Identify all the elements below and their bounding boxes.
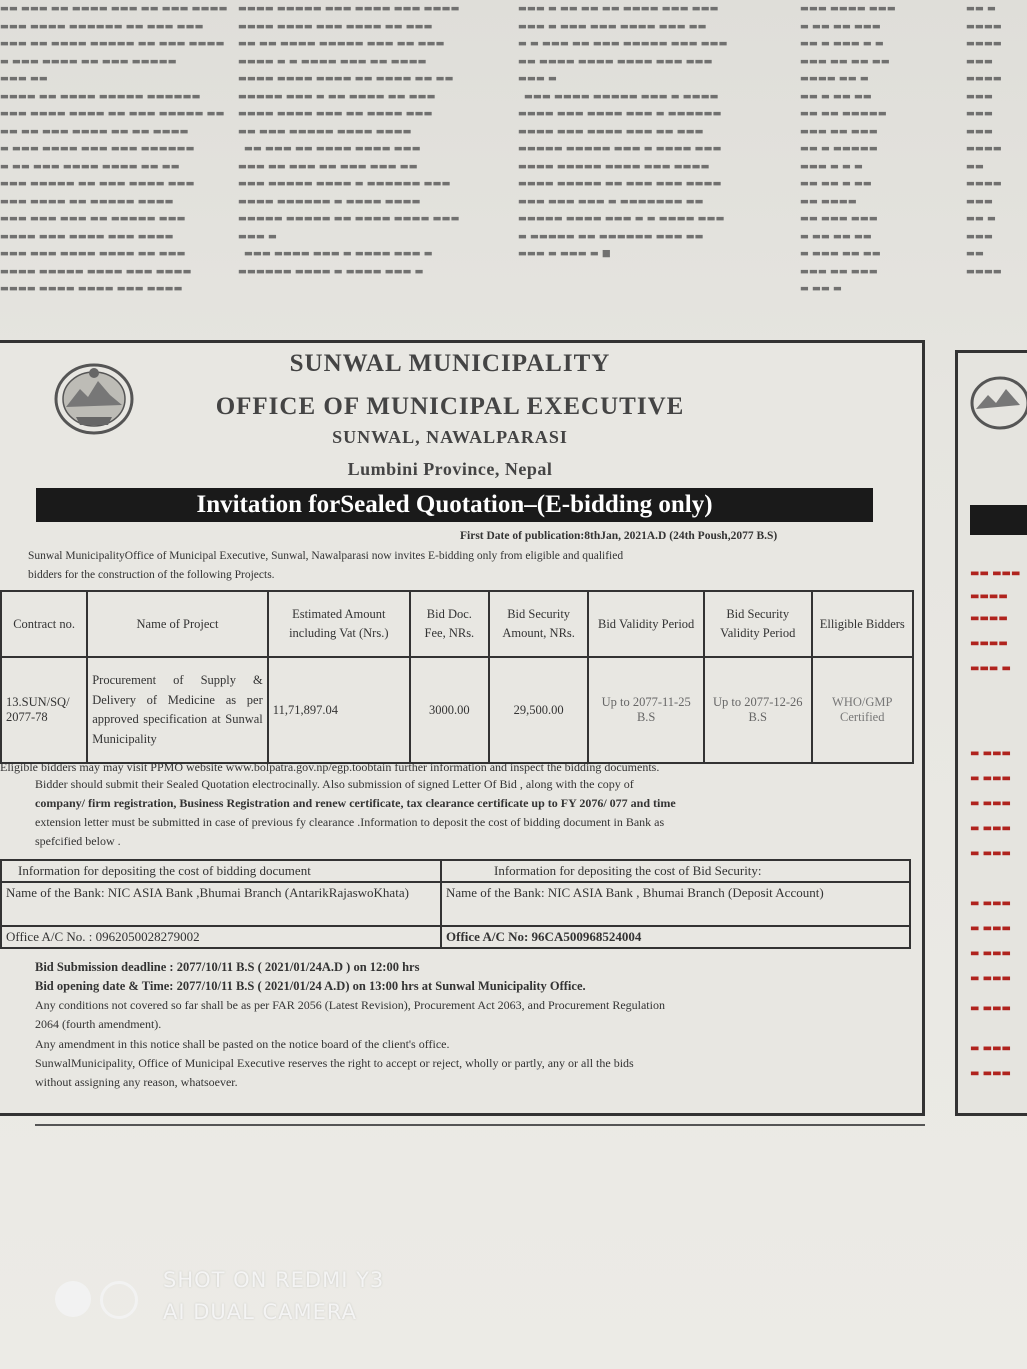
office-name: OFFICE OF MUNICIPAL EXECUTIVE (215, 393, 685, 420)
intro-line-1: Sunwal MunicipalityOffice of Municipal Executive, Sunwal, Nawalparasi now invites E-bidding only from eligible and qualified (28, 550, 624, 562)
deposit-right-account: Office A/C No: 96CA500968524004 (441, 926, 910, 948)
adjacent-text: ▬ ▬▬▬ (970, 773, 1011, 784)
news-column-2: ▬▬▬▬ ▬▬▬▬▬ ▬▬▬ ▬▬▬▬ ▬▬▬ ▬▬▬▬ ▬▬▬▬ ▬▬▬▬ ▬▬▬ ▬▬▬▬ ▬▬ ▬▬▬ ▬▬ ▬▬ ▬▬▬▬ ▬▬▬▬▬ ▬▬▬ ▬▬ ▬▬▬ ▬▬▬▬ ▬ ▬ ▬▬▬▬ ▬▬▬ ▬▬ ▬▬▬▬ ▬▬▬▬ ▬▬▬▬ ▬▬▬▬ ▬▬ ▬▬▬▬ ▬▬ ▬▬ ▬▬▬▬▬ ▬▬▬ ▬ ▬▬ ▬▬▬▬ ▬▬ ▬▬▬ ▬▬▬▬ ▬▬▬▬ ▬▬▬ ▬▬ ▬▬▬▬ ▬▬▬ ▬▬ ▬▬▬ ▬▬▬▬▬ ▬▬▬▬ ▬▬▬▬ ▬▬ ▬▬▬ ▬▬ ▬▬▬▬ ▬▬▬▬ ▬▬▬ ▬▬▬ ▬▬ ▬▬▬ ▬▬ ▬▬▬ ▬▬▬ ▬▬ ▬▬▬ ▬▬▬▬▬ ▬▬▬▬ ▬ ▬▬▬▬▬▬ ▬▬▬ ▬▬▬▬ ▬▬▬▬▬▬ ▬ ▬▬▬▬ ▬▬▬▬ ▬▬▬▬▬ ▬▬▬▬▬ ▬▬ ▬▬▬▬ ▬▬▬▬ ▬▬▬ ▬▬▬ ▬ ▬▬▬ ▬▬▬▬ ▬▬▬ ▬ ▬▬▬▬ ▬▬▬ ▬ ▬▬▬▬▬▬ ▬▬▬▬ ▬ ▬▬▬▬ ▬▬▬ ▬ (238, 3, 460, 277)
adjacent-text: ▬▬▬▬ (970, 591, 1008, 602)
cell-fee: 3000.00 (410, 657, 489, 763)
footer-divider (35, 1124, 925, 1126)
header-amount: Estimated Amount including Vat (Nrs.) (268, 591, 410, 657)
camera-watermark-line-2: AI DUAL CAMERA (163, 1300, 358, 1324)
news-column-1: ▬▬ ▬▬▬ ▬▬ ▬▬▬▬ ▬▬▬ ▬▬ ▬▬▬ ▬▬▬▬ ▬▬▬ ▬▬▬▬ ▬▬▬▬▬▬ ▬▬ ▬▬▬ ▬▬▬ ▬▬▬ ▬▬ ▬▬▬▬ ▬▬▬▬▬ ▬▬ ▬▬▬ ▬▬▬▬ ▬ ▬▬▬ ▬▬▬▬ ▬▬ ▬▬▬ ▬▬▬▬▬ ▬▬▬ ▬▬ ▬▬▬▬ ▬▬ ▬▬▬▬ ▬▬▬▬▬ ▬▬▬▬▬▬ ▬▬▬ ▬▬▬▬ ▬▬▬▬ ▬▬ ▬▬▬ ▬▬▬▬▬ ▬▬ ▬▬ ▬▬ ▬▬▬ ▬▬▬▬ ▬▬ ▬▬ ▬▬▬▬ ▬ ▬▬▬ ▬▬▬▬ ▬▬▬ ▬▬▬ ▬▬▬▬▬▬ ▬ ▬▬ ▬▬▬ ▬▬▬▬ ▬▬▬▬ ▬▬ ▬▬ ▬▬▬ ▬▬▬▬▬ ▬▬ ▬▬▬ ▬▬▬▬ ▬▬▬ ▬▬▬ ▬▬▬▬ ▬▬ ▬▬▬▬▬ ▬▬▬▬ ▬▬▬ ▬▬▬ ▬▬▬ ▬▬ ▬▬▬▬▬ ▬▬▬ ▬▬▬▬ ▬▬▬ ▬▬▬▬ ▬▬▬ ▬▬▬▬ ▬▬▬ ▬▬▬ ▬▬▬▬ ▬▬▬▬ ▬▬ ▬▬▬ ▬▬▬▬ ▬▬▬▬▬ ▬▬▬▬ ▬▬▬ ▬▬▬▬ ▬▬▬▬ ▬▬▬▬ ▬▬▬▬ ▬▬▬ ▬▬▬▬ (0, 3, 228, 294)
cell-security-validity: Up to 2077-12-26 B.S (704, 657, 812, 763)
nepal-emblem-icon (970, 373, 1027, 433)
bid-opening: Bid opening date & Time: 2077/10/11 B.S ( 2021/01/24 A.D) on 13:00 hrs at Sunwal Municipality Office. (35, 979, 586, 993)
deposit-left-title: Information for depositing the cost of bidding document (1, 860, 441, 882)
adjacent-text: ▬ ▬▬▬ (970, 1068, 1011, 1079)
adjacent-notice (955, 350, 1027, 1116)
news-column-5: ▬▬ ▬ ▬▬▬▬ ▬▬▬▬ ▬▬▬ ▬▬▬▬ ▬▬▬ ▬▬▬ ▬▬▬ ▬▬▬▬ ▬▬ ▬▬▬▬ ▬▬▬ ▬▬ ▬ ▬▬▬ ▬▬ ▬▬▬▬ (966, 3, 1002, 277)
adjacent-text: ▬ ▬▬▬ (970, 923, 1011, 934)
adjacent-text: ▬ ▬▬▬ (970, 898, 1011, 909)
table-header-row (1, 591, 913, 657)
cell-contract: 13.SUN/SQ/ 2077-78 (1, 657, 87, 763)
adjacent-text: ▬ ▬▬▬ (970, 1043, 1011, 1054)
deposit-right-title: Information for depositing the cost of Bid Security: (441, 860, 910, 882)
header-eligible: Elligible Bidders (812, 591, 914, 657)
deposit-left-account: Office A/C No. : 0962050028279002 (1, 926, 441, 948)
reserve-right-line-2: without assigning any reason, whatsoever. (35, 1075, 238, 1089)
reserve-right-line-1: SunwalMunicipality, Office of Municipal Executive reserves the right to accept or reject, wholly or partly, any or all the bids (35, 1056, 634, 1070)
news-column-4: ▬▬▬ ▬▬▬▬ ▬▬▬ ▬ ▬▬ ▬▬ ▬▬▬ ▬▬ ▬ ▬▬▬ ▬ ▬ ▬▬▬ ▬▬ ▬▬ ▬▬ ▬▬▬▬ ▬▬ ▬ ▬▬ ▬ ▬▬ ▬▬ ▬▬ ▬▬ ▬▬▬▬▬ ▬▬▬ ▬▬ ▬▬▬ ▬▬ ▬ ▬▬▬▬▬ ▬▬▬ ▬ ▬ ▬ ▬▬ ▬▬ ▬ ▬▬ ▬▬ ▬▬▬▬ ▬▬ ▬▬▬ ▬▬▬ ▬ ▬▬ ▬▬ ▬▬ ▬ ▬▬▬ ▬▬ ▬▬ ▬▬▬ ▬▬ ▬▬▬ ▬ ▬▬ ▬ (800, 3, 896, 294)
project-table (0, 590, 914, 764)
adjacent-banner (970, 505, 1027, 535)
cell-project: Procurement of Supply & Delivery of Medicine as per approved specification at Sunwal Municipality (87, 657, 268, 763)
adjacent-text: ▬▬▬ ▬ (970, 663, 1011, 674)
adjacent-text: ▬▬▬▬ (970, 613, 1008, 624)
watermark-dot-filled-icon (55, 1281, 91, 1317)
province-name: Lumbini Province, Nepal (347, 459, 553, 479)
adjacent-text: ▬ ▬▬▬ (970, 848, 1011, 859)
watermark-dot-ring-icon (100, 1281, 138, 1319)
deposit-title-row (1, 860, 910, 882)
publication-date: First Date of publication:8thJan, 2021A.D (24th Poush,2077 B.S) (460, 530, 778, 542)
office-location: SUNWAL, NAWALPARASI (332, 427, 568, 447)
adjacent-text: ▬ ▬▬▬ (970, 1003, 1011, 1014)
body-paragraph-2: Bidder should submit their Sealed Quotation electrocinally. Also submission of signed Letter Of Bid , along with the copy of (35, 777, 634, 791)
adjacent-text: ▬ ▬▬▬ (970, 748, 1011, 759)
amendment-note: Any amendment in this notice shall be pasted on the notice board of the client's office. (35, 1037, 450, 1051)
cell-amount: 11,71,897.04 (268, 657, 410, 763)
header-security-validity: Bid Security Validity Period (704, 591, 812, 657)
deposit-bank-row (1, 882, 910, 926)
header-project: Name of Project (87, 591, 268, 657)
conditions-line-2: 2064 (fourth amendment). (35, 1017, 162, 1031)
header-validity: Bid Validity Period (588, 591, 704, 657)
table-row (1, 657, 913, 763)
header-security: Bid Security Amount, NRs. (489, 591, 588, 657)
adjacent-text: ▬ ▬▬▬ (970, 948, 1011, 959)
deposit-table (0, 859, 911, 949)
bid-deadline: Bid Submission deadline : 2077/10/11 B.S ( 2021/01/24A.D ) on 12:00 hrs (35, 960, 420, 974)
deposit-account-row (1, 926, 910, 948)
adjacent-text: ▬▬▬▬ (970, 638, 1008, 649)
adjacent-text: ▬ ▬▬▬ (970, 973, 1011, 984)
body-paragraph-5: spefcified below . (35, 834, 121, 848)
header-fee: Bid Doc. Fee, NRs. (410, 591, 489, 657)
news-column-3: ▬▬▬ ▬ ▬▬ ▬▬ ▬▬ ▬▬▬▬ ▬▬▬ ▬▬▬ ▬▬▬ ▬ ▬▬▬ ▬▬▬ ▬▬▬▬ ▬▬▬ ▬▬ ▬ ▬ ▬▬▬ ▬▬ ▬▬▬ ▬▬▬▬▬ ▬▬▬ ▬▬▬ ▬▬ ▬▬▬▬ ▬▬▬▬ ▬▬▬▬ ▬▬▬ ▬▬▬ ▬▬▬ ▬ ▬▬▬ ▬▬▬▬ ▬▬▬▬▬ ▬▬▬ ▬ ▬▬▬▬ ▬▬▬▬ ▬▬▬ ▬▬▬▬ ▬▬▬ ▬ ▬▬▬▬▬▬ ▬▬▬▬ ▬▬▬ ▬▬▬▬ ▬▬▬ ▬▬ ▬▬▬ ▬▬▬▬▬ ▬▬▬▬▬ ▬▬▬ ▬ ▬▬▬▬ ▬▬▬ ▬▬▬▬ ▬▬▬▬▬ ▬▬▬▬ ▬▬▬ ▬▬▬▬ ▬▬▬▬ ▬▬▬▬▬ ▬▬ ▬▬▬ ▬▬▬ ▬▬▬▬ ▬▬▬ ▬▬▬ ▬▬▬ ▬ ▬▬▬▬▬▬▬ ▬▬ ▬▬▬▬▬ ▬▬▬▬ ▬▬▬ ▬ ▬ ▬▬▬▬ ▬▬▬ ▬ ▬▬▬▬▬ ▬▬ ▬▬▬▬▬▬ ▬▬▬ ▬▬ ▬▬▬ ▬ ▬▬▬ ▬ ■ (518, 3, 728, 259)
camera-watermark-line-1: SHOT ON REDMI Y3 (163, 1268, 385, 1292)
intro-line-2: bidders for the construction of the following Projects. (28, 569, 275, 581)
cell-eligible: WHO/GMP Certified (812, 657, 914, 763)
cell-security: 29,500.00 (489, 657, 588, 763)
body-paragraph-4: extension letter must be submitted in case of previous fy clearance .Information to deposit the cost of bidding document in Bank as (35, 815, 665, 829)
deposit-right-bank: Name of the Bank: NIC ASIA Bank , Bhumai Branch (Deposit Account) (441, 882, 910, 926)
adjacent-text: ▬ ▬▬▬ (970, 823, 1011, 834)
adjacent-text: ▬ ▬▬▬ (970, 798, 1011, 809)
deposit-left-bank: Name of the Bank: NIC ASIA Bank ,Bhumai Branch (AntarikRajaswoKhata) (1, 882, 441, 926)
cell-validity: Up to 2077-11-25 B.S (588, 657, 704, 763)
notice-title-banner: Invitation forSealed Quotation–(E-bidding only) (36, 488, 873, 522)
body-paragraph-1: Eligible bidders may may visit PPMO website www.bolpatra.gov.np/egp.toobtain further information and inspect the bidding documents. (0, 760, 660, 774)
header-contract: Contract no. (1, 591, 87, 657)
body-paragraph-3: company/ firm registration, Business Registration and renew certificate, tax clearance certificate up to FY 2076/ 077 and time (35, 796, 676, 810)
conditions-line-1: Any conditions not covered so far shall be as per FAR 2056 (Latest Revision), Procurement Act 2063, and Procurement Regulation (35, 998, 665, 1012)
org-name: SUNWAL MUNICIPALITY (289, 350, 611, 377)
adjacent-text: ▬▬ ▬▬▬ (970, 568, 1021, 579)
